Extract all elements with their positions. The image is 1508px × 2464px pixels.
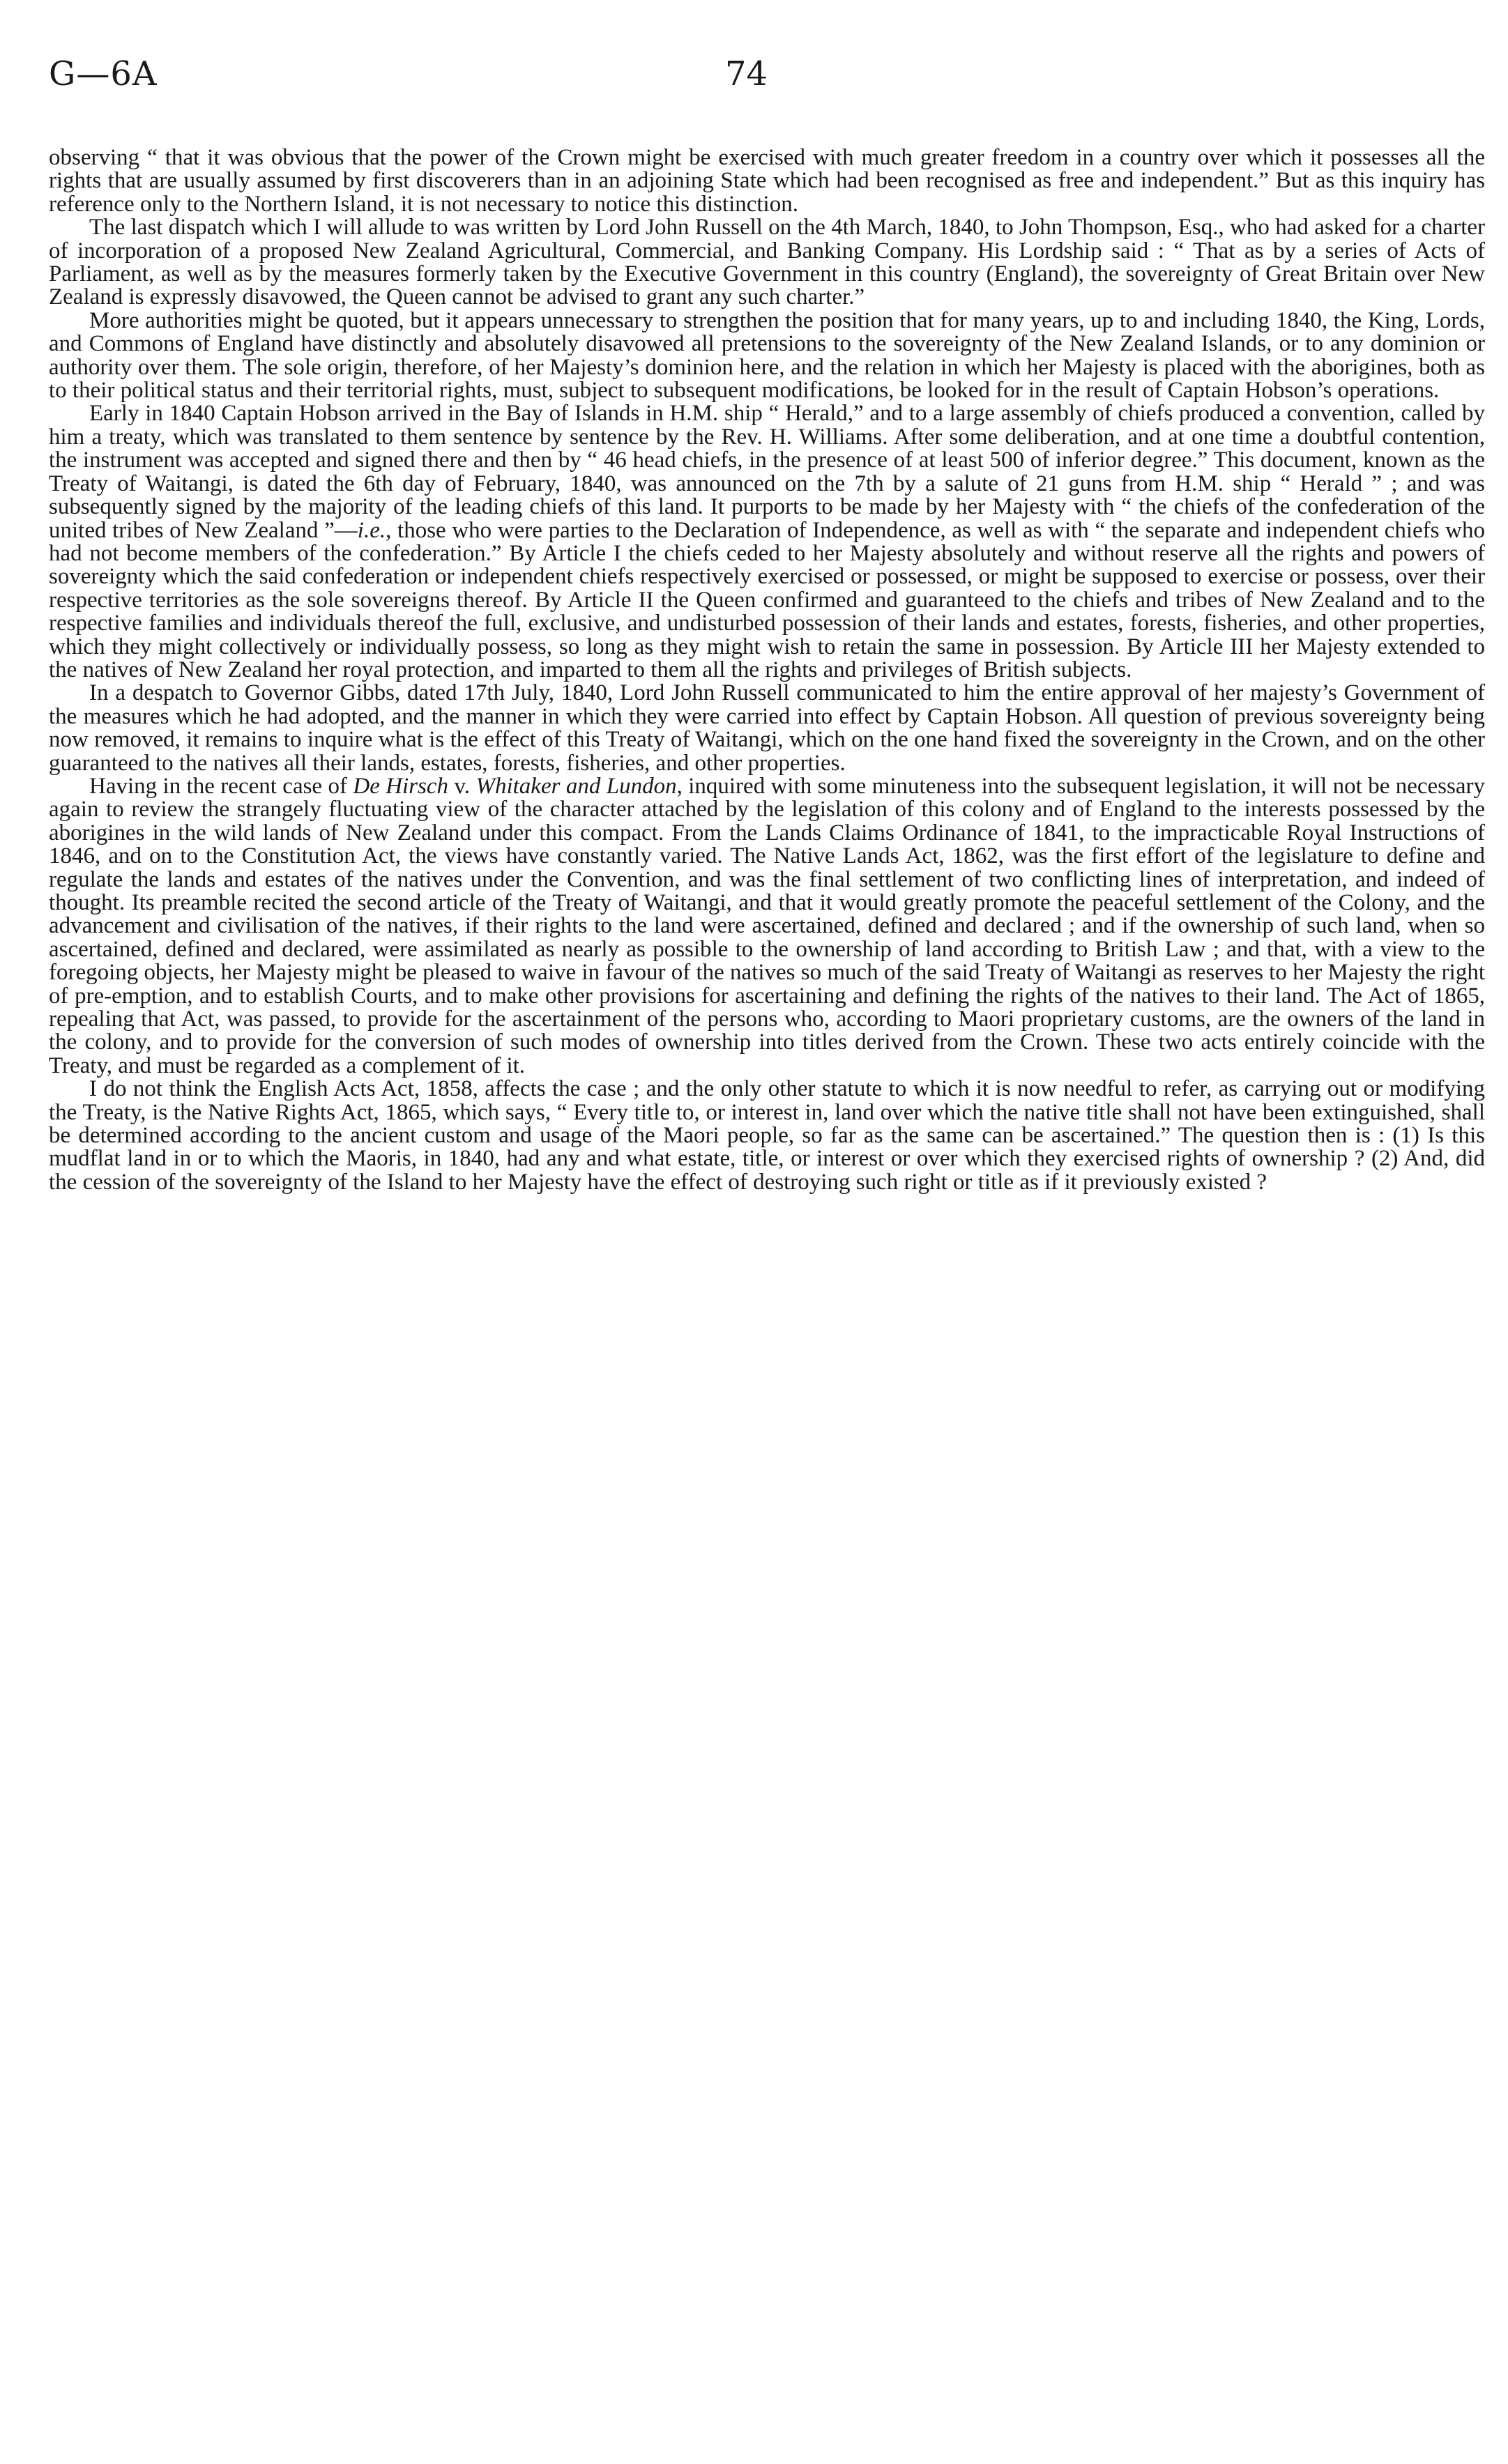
text-segment: Having in the recent case of xyxy=(89,773,353,799)
paragraph-p6 xyxy=(49,775,1485,1078)
text-segment: , inquired with some minuteness into the subsequent legislation, it will not be necessary again to review the strangely fluctuating view of the character attached by the legislation of this colony and of England to the interests possessed by the aborigines in the wild lands of New Zealand under this compact. From the Lands Claims Ordinance of 1841, to the impracticable Royal Instructions of 1846, and on to the Constitution Act, the views have constantly varied. The Native Lands Act, 1862, was the first effort of the legislature to define and regulate the lands and estates of the natives under the Convention, and was the final settlement of two conflicting lines of interpretation, and indeed of thought. Its preamble recited the second article of the Treaty of Waitangi, and that it would greatly promote the peaceful settlement of the Colony, and the advancement and civilisation of the natives, if their rights to the land were ascertained, defined and declared ; and if the ownership of such land, when so ascertained, defined and declared, were assimilated as nearly as possible to the ownership of land according to British Law ; and that, with a view to the foregoing objects, her Majesty might be pleased to waive in favour of the natives so much of the said Treaty of Waitangi as reserves to her Majesty the right of pre-emption, and to establish Courts, and to make other provisions for ascertaining and defining the rights of the natives to their land. The Act of 1865, repealing that Act, was passed, to provide for the ascertainment of the persons who, according to Maori proprietary customs, are the owners of the land in the colony, and to provide for the conversion of such modes of ownership into titles derived from the Crown. These two acts entirely coincide with the Treaty, and must be regarded as a complement of it. xyxy=(49,773,1485,1078)
paper-code: G—6A xyxy=(49,54,158,93)
text-segment: v. xyxy=(448,773,476,799)
page-header xyxy=(0,54,1508,103)
paragraph-p7 xyxy=(49,1078,1485,1194)
paragraph-p5 xyxy=(49,682,1485,775)
body-text xyxy=(49,146,1485,1194)
paragraph-p3 xyxy=(49,309,1485,403)
text-segment: Early in 1840 Captain Hobson arrived in the Bay of Islands in H.M. ship “ Herald,” and to a large assembly of chiefs produced a convention, called by him a treaty, which was translated to them sentence by sentence by the Rev. H. Williams. After some deliberation, and at one time a doubtful contention, the instrument was accepted and signed there and then by “ 46 head chiefs, in the presence of at least 500 of inferior degree.” This document, known as the Treaty of Waitangi, is dated the 6th day of February, 1840, was announced on the 7th by a salute of 21 guns from H.M. ship “ Herald ” ; and was subsequently signed by the majority of the leading chiefs of this land. It purports to be made by her Majesty with “ the chiefs of the confederation of the united tribes of New Zealand ”— xyxy=(49,401,1485,543)
italic-text-segment: i.e. xyxy=(357,517,386,543)
text-segment: I do not think the English Acts Act, 1858, affects the case ; and the only other statute to which it is now needful to refer, as carrying out or modifying the Treaty, is the Native Rights Act, 1865, which says, “ Every title to, or interest in, land over which the native title shall not have been extinguished, shall be determined according to the ancient custom and usage of the Maori people, so far as the same can be ascertained.” The question then is : (1) Is this mudflat land in or to which the Maoris, in 1840, had any and what estate, title, or interest or over which they exercised rights of ownership ? (2) And, did the cession of the sovereignty of the Island to her Majesty have the effect of destroying such right or title as if it previously existed ? xyxy=(49,1076,1485,1195)
paragraph-p2 xyxy=(49,216,1485,309)
text-segment: The last dispatch which I will allude to was written by Lord John Russell on the 4th March, 1840, to John Thompson, Esq., who had asked for a charter of incorporation of a proposed New Zealand Agricultural, Commercial, and Banking Company. His Lordship said : “ That as by a series of Acts of Parliament, as well as by the measures formerly taken by the Executive Government in this country (England), the sovereignty of Great Britain over New Zealand is expressly disavowed, the Queen cannot be advised to grant any such charter.” xyxy=(49,215,1485,310)
italic-text-segment: De Hirsch xyxy=(353,773,449,799)
text-segment: More authorities might be quoted, but it appears unnecessary to strengthen the position that for many years, up to and including 1840, the King, Lords, and Commons of England have distinctly and absolutely disavowed all pretensions to the sovereignty of the New Zealand Islands, or to any dominion or authority over them. The sole origin, therefore, of her Majesty’s dominion here, and the relation in which her Majesty is placed with the aborigines, both as to their political status and their territorial rights, must, subject to subsequent modifications, be looked for in the result of Captain Hobson’s operations. xyxy=(49,307,1485,404)
italic-text-segment: Whitaker and Lundon xyxy=(475,773,677,799)
text-segment: , those who were parties to the Declaration of Independence, as well as with “ the separate and independent chiefs who had not become members of the confederation.” By Article I the chiefs ceded to her Majesty absolutely and without reserve all the rights and powers of sovereignty which the said confederation or independent chiefs respectively exercised or possessed, or might be supposed to exercise or possess, over their respective territories as the sole sovereigns thereof. By Article II the Queen confirmed and guaranteed to the chiefs and tribes of New Zealand and to the respective families and individuals thereof the full, exclusive, and undisturbed possession of their lands and estates, forests, fisheries, and other properties, which they might collectively or individually possess, so long as they might wish to retain the same in possession. By Article III her Majesty extended to the natives of New Zealand her royal protection, and imparted to them all the rights and privileges of British subjects. xyxy=(49,517,1485,682)
paragraph-p4 xyxy=(49,402,1485,682)
page-number: 74 xyxy=(725,54,768,93)
text-segment: observing “ that it was obvious that the power of the Crown might be exercised with much greater freedom in a country over which it possesses all the rights that are usually assumed by first discoverers than in an adjoining State which had been recognised as free and independent.” But as this inquiry has reference only to the Northern Island, it is not necessary to notice this distinction. xyxy=(49,145,1485,217)
paragraph-p1 xyxy=(49,146,1485,216)
text-segment: In a despatch to Governor Gibbs, dated 17th July, 1840, Lord John Russell communicated to him the entire approval of her majesty’s Government of the measures which he had adopted, and the manner in which they were carried into effect by Captain Hobson. All question of previous sovereignty being now removed, it remains to inquire what is the effect of this Treaty of Waitangi, which on the one hand fixed the sovereignty in the Crown, and on the other guaranteed to the natives all their lands, estates, forests, fisheries, and other properties. xyxy=(49,680,1485,776)
